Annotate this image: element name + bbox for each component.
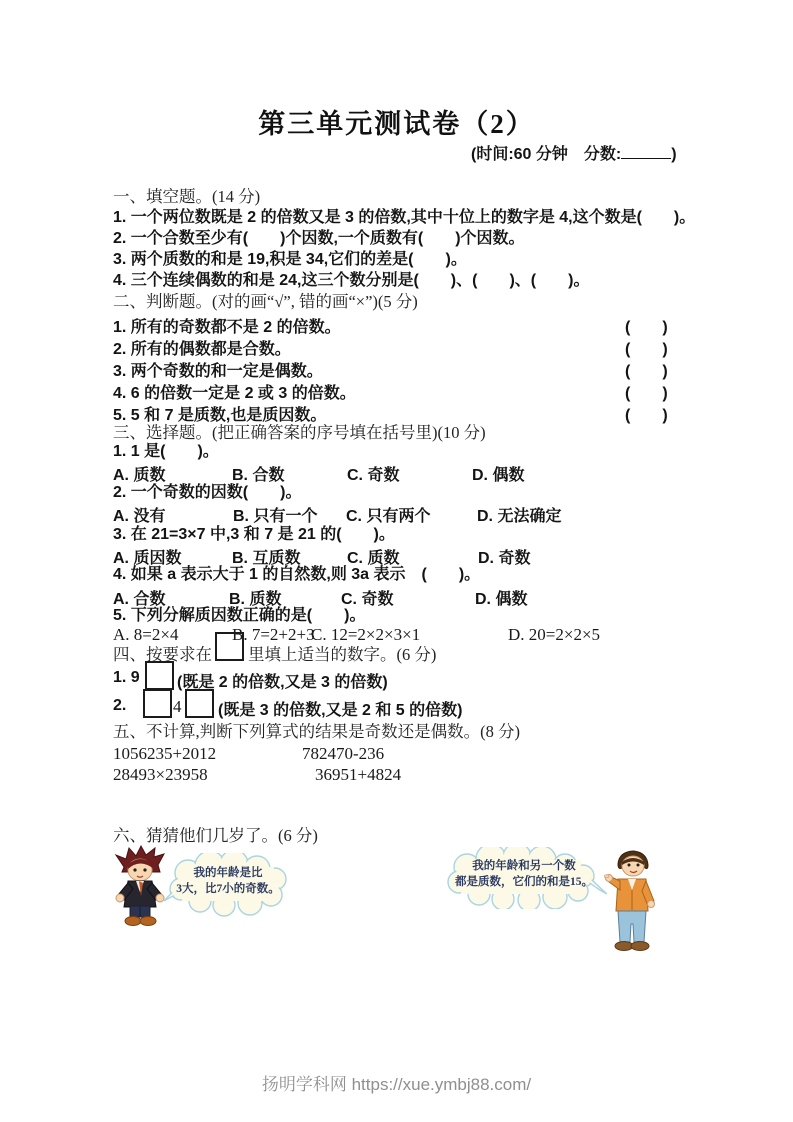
judge-item-4: 4. 6 的倍数一定是 2 或 3 的倍数。 bbox=[113, 385, 356, 402]
expression-3: 28493×23958 bbox=[113, 765, 208, 784]
boxfill-item1-pre: 1. 9 bbox=[113, 669, 140, 686]
judge-row-3 bbox=[0, 358, 793, 378]
choice-q1-option-a: A. 质数 bbox=[113, 467, 166, 484]
choice-q4-option-c: C. 奇数 bbox=[341, 591, 394, 608]
boxfill-item2-post: (既是 3 的倍数,又是 2 和 5 的倍数) bbox=[218, 702, 463, 719]
choice-q5-option-d: D. 20=2×2×5 bbox=[508, 625, 601, 644]
choice-q2: 2. 一个奇数的因数( )。 bbox=[113, 484, 302, 501]
choice-q1: 1. 1 是( )。 bbox=[113, 443, 219, 460]
choice-q2-option-b: B. 只有一个 bbox=[233, 508, 318, 525]
section1-heading: 一、填空题。(14 分) bbox=[113, 187, 261, 206]
speech-bubble-right bbox=[441, 847, 607, 909]
choice-q4: 4. 如果 a 表示大于 1 的自然数,则 3a 表示 ( )。 bbox=[113, 566, 481, 583]
bubble-right-line2: 都是质数，它们的和是15。 bbox=[455, 876, 593, 888]
section3-heading: 三、选择题。(把正确答案的序号填在括号里)(10 分) bbox=[113, 423, 486, 442]
fill-item-1: 1. 一个两位数既是 2 的倍数又是 3 的倍数,其中十位上的数字是 4,这个数是( )。 bbox=[113, 209, 696, 226]
judge-answer-paren-2: ( ) bbox=[625, 341, 668, 358]
bubble-left-text bbox=[172, 865, 284, 897]
section6-heading: 六、猜猜他们几岁了。(6 分) bbox=[113, 826, 318, 845]
time-score-prefix: (时间:60 分钟 分数: bbox=[471, 146, 622, 163]
choice-q2-options bbox=[0, 503, 793, 523]
boxfill-item2-pre: 2. bbox=[113, 697, 127, 714]
boxfill-item-2 bbox=[113, 697, 793, 717]
choice-q5-option-c: C. 12=2×2×3×1 bbox=[311, 625, 421, 644]
score-blank-line bbox=[621, 145, 671, 159]
expression-1: 1056235+2012 bbox=[113, 744, 217, 763]
answer-box bbox=[215, 632, 244, 661]
choice-q3: 3. 在 21=3×7 中,3 和 7 是 21 的( )。 bbox=[113, 526, 395, 543]
expression-4: 36951+4824 bbox=[315, 765, 402, 784]
boxfill-item2-mid: 4 bbox=[173, 697, 182, 716]
judge-item-2: 2. 所有的偶数都是合数。 bbox=[113, 341, 291, 358]
judge-item-5: 5. 5 和 7 是质数,也是质因数。 bbox=[113, 407, 327, 424]
choice-q2-option-d: D. 无法确定 bbox=[477, 508, 562, 525]
choice-q4-option-a: A. 合数 bbox=[113, 591, 166, 608]
parity-row-1 bbox=[0, 744, 793, 764]
choice-q4-option-d: D. 偶数 bbox=[475, 591, 528, 608]
choice-q1-option-b: B. 合数 bbox=[232, 467, 285, 484]
judge-row-5 bbox=[0, 402, 793, 422]
bubble-right-line1: 我的年龄和另一个数 bbox=[472, 860, 576, 872]
section5-heading: 五、不计算,判断下列算式的结果是奇数还是偶数。(8 分) bbox=[113, 722, 520, 741]
judge-row-1 bbox=[0, 314, 793, 334]
choice-q2-option-a: A. 没有 bbox=[113, 508, 166, 525]
judge-answer-paren-1: ( ) bbox=[625, 319, 668, 336]
judge-row-2 bbox=[0, 336, 793, 356]
time-score-line bbox=[471, 141, 677, 164]
judge-item-1: 1. 所有的奇数都不是 2 的倍数。 bbox=[113, 319, 341, 336]
choice-q3-options bbox=[0, 545, 793, 565]
section4-heading-pre: 四、按要求在 bbox=[113, 645, 212, 664]
bubble-left-line2: 3大，比7小的奇数。 bbox=[176, 883, 280, 895]
boy-right-illustration bbox=[604, 849, 662, 955]
choice-q1-option-c: C. 奇数 bbox=[347, 467, 400, 484]
expression-2: 782470-236 bbox=[302, 744, 385, 763]
site-watermark-footer: 扬明学科网 https://xue.ymbj88.com/ bbox=[261, 1075, 532, 1094]
fill-item-3: 3. 两个质数的和是 19,积是 34,它们的差是( )。 bbox=[113, 251, 467, 268]
choice-q5-option-b: B. 7=2+2+3 bbox=[232, 625, 315, 644]
choice-q4-options bbox=[0, 586, 793, 606]
time-score-suffix: ) bbox=[671, 146, 677, 163]
choice-q3-option-b: B. 互质数 bbox=[232, 550, 301, 567]
choice-q5-option-a: A. 8=2×4 bbox=[113, 625, 179, 644]
section4-heading-post: 里填上适当的数字。(6 分) bbox=[248, 645, 437, 664]
section2-heading: 二、判断题。(对的画“√”, 错的画“×”)(5 分) bbox=[113, 292, 418, 311]
parity-row-2 bbox=[0, 765, 793, 785]
fill-item-2: 2. 一个合数至少有( )个因数,一个质数有( )个因数。 bbox=[113, 230, 525, 247]
choice-q4-option-b: B. 质数 bbox=[229, 591, 282, 608]
choice-q2-option-c: C. 只有两个 bbox=[346, 508, 431, 525]
answer-box bbox=[145, 661, 174, 690]
bubble-right-text bbox=[451, 858, 597, 890]
answer-box bbox=[185, 689, 214, 718]
section4-heading-row bbox=[113, 641, 793, 664]
choice-q1-options bbox=[0, 462, 793, 482]
fill-item-4: 4. 三个连续偶数的和是 24,这三个数分别是( )、( )、( )。 bbox=[113, 272, 590, 289]
judge-answer-paren-3: ( ) bbox=[625, 363, 668, 380]
speech-bubble-left bbox=[164, 853, 294, 917]
judge-item-3: 3. 两个奇数的和一定是偶数。 bbox=[113, 363, 323, 380]
judge-answer-paren-5: ( ) bbox=[625, 407, 668, 424]
bubble-left-line1: 我的年龄是比 bbox=[193, 867, 263, 879]
judge-answer-paren-4: ( ) bbox=[625, 385, 668, 402]
choice-q3-option-d: D. 奇数 bbox=[478, 550, 531, 567]
page-title: 第三单元测试卷（2） bbox=[258, 109, 535, 139]
choice-q5: 5. 下列分解质因数正确的是( )。 bbox=[113, 607, 366, 624]
answer-box bbox=[143, 689, 172, 718]
choice-q1-option-d: D. 偶数 bbox=[472, 467, 525, 484]
choice-q3-option-a: A. 质因数 bbox=[113, 550, 182, 567]
boy-left-illustration bbox=[110, 845, 170, 927]
choice-q3-option-c: C. 质数 bbox=[347, 550, 400, 567]
boxfill-item-1 bbox=[113, 669, 793, 689]
judge-row-4 bbox=[0, 380, 793, 400]
boxfill-item1-post: (既是 2 的倍数,又是 3 的倍数) bbox=[177, 674, 388, 691]
